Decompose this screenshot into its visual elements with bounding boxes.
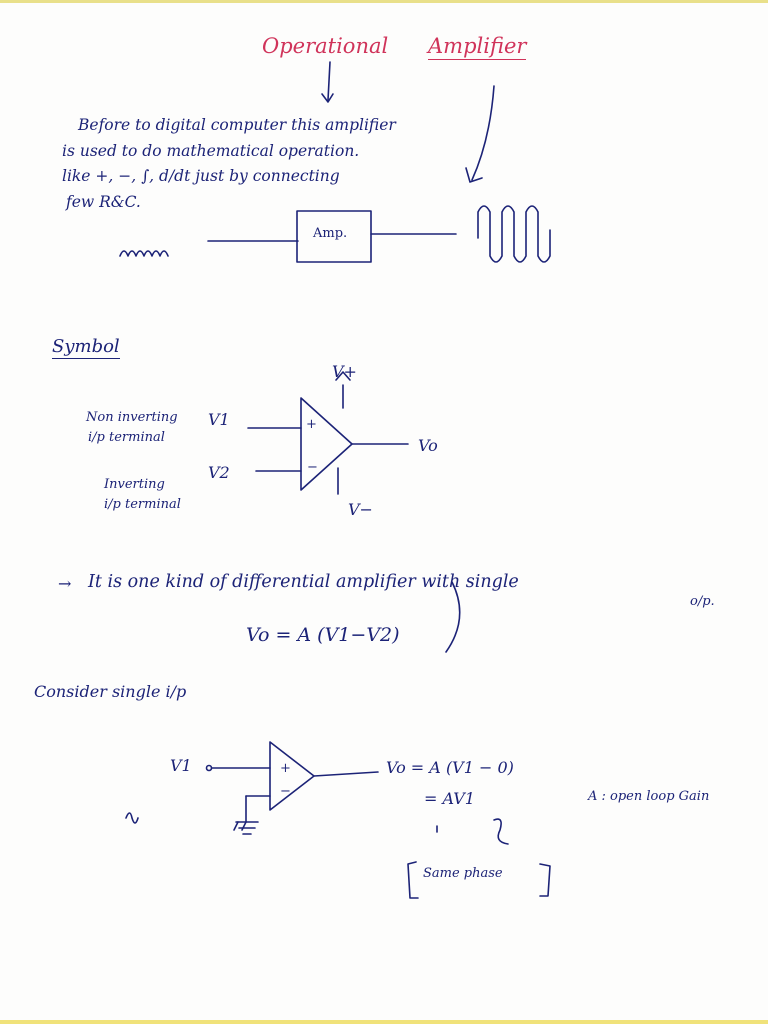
intro-line-3: like +, −, ∫, d/dt just by connecting	[62, 167, 340, 185]
minus-terminal-sign: −	[307, 460, 318, 475]
inverting-label-1: Inverting	[104, 477, 165, 492]
input-sine-mark	[126, 813, 138, 823]
consider-minus-sign: −	[280, 784, 291, 799]
same-phase-note: Same phase	[423, 866, 503, 881]
single-input-circuit	[207, 742, 379, 834]
v2-label: V2	[208, 463, 230, 482]
title-operational: Operational	[262, 34, 389, 58]
non-inverting-label-1: Non inverting	[86, 410, 178, 425]
plus-terminal-sign: +	[306, 417, 317, 432]
faint-arc	[446, 582, 460, 652]
vo-equation-1: Vo = A (V1 − 0)	[386, 758, 514, 777]
statement-suffix: o/p.	[690, 594, 715, 609]
intro-line-1: Before to digital computer this amplifier	[78, 116, 396, 134]
output-sine-mark	[494, 819, 508, 844]
amp-block	[208, 211, 456, 262]
non-inverting-label-2: i/p terminal	[88, 430, 165, 445]
inverting-label-2: i/p terminal	[104, 497, 181, 512]
consider-heading: Consider single i/p	[34, 682, 187, 701]
same-phase-bracket	[408, 862, 418, 898]
output-wave	[478, 206, 550, 262]
intro-line-4: few R&C.	[66, 193, 141, 211]
input-wave	[120, 251, 168, 256]
consider-plus-sign: +	[280, 761, 291, 776]
title-arrows	[322, 62, 494, 182]
intro-line-2: is used to do mathematical operation.	[62, 142, 360, 160]
amp-block-label: Amp.	[313, 226, 348, 241]
statement-text: It is one kind of differential amplifier with single	[88, 572, 519, 592]
vo-label: Vo	[418, 436, 438, 455]
vo-equation-2: = AV1	[424, 789, 475, 808]
consider-v1-label: V1	[170, 756, 192, 775]
statement-arrow: →	[58, 574, 72, 593]
differential-equation: Vo = A (V1−V2)	[246, 624, 400, 646]
title-amplifier: Amplifier	[428, 34, 527, 58]
symbol-heading: Symbol	[52, 336, 120, 357]
same-phase-bracket-right	[540, 864, 550, 896]
v1-label: V1	[208, 410, 230, 429]
v-plus-label: V+	[332, 362, 357, 381]
v-minus-label: V−	[348, 500, 373, 519]
opamp-symbol	[248, 372, 408, 494]
open-loop-gain-note: A : open loop Gain	[588, 789, 710, 804]
